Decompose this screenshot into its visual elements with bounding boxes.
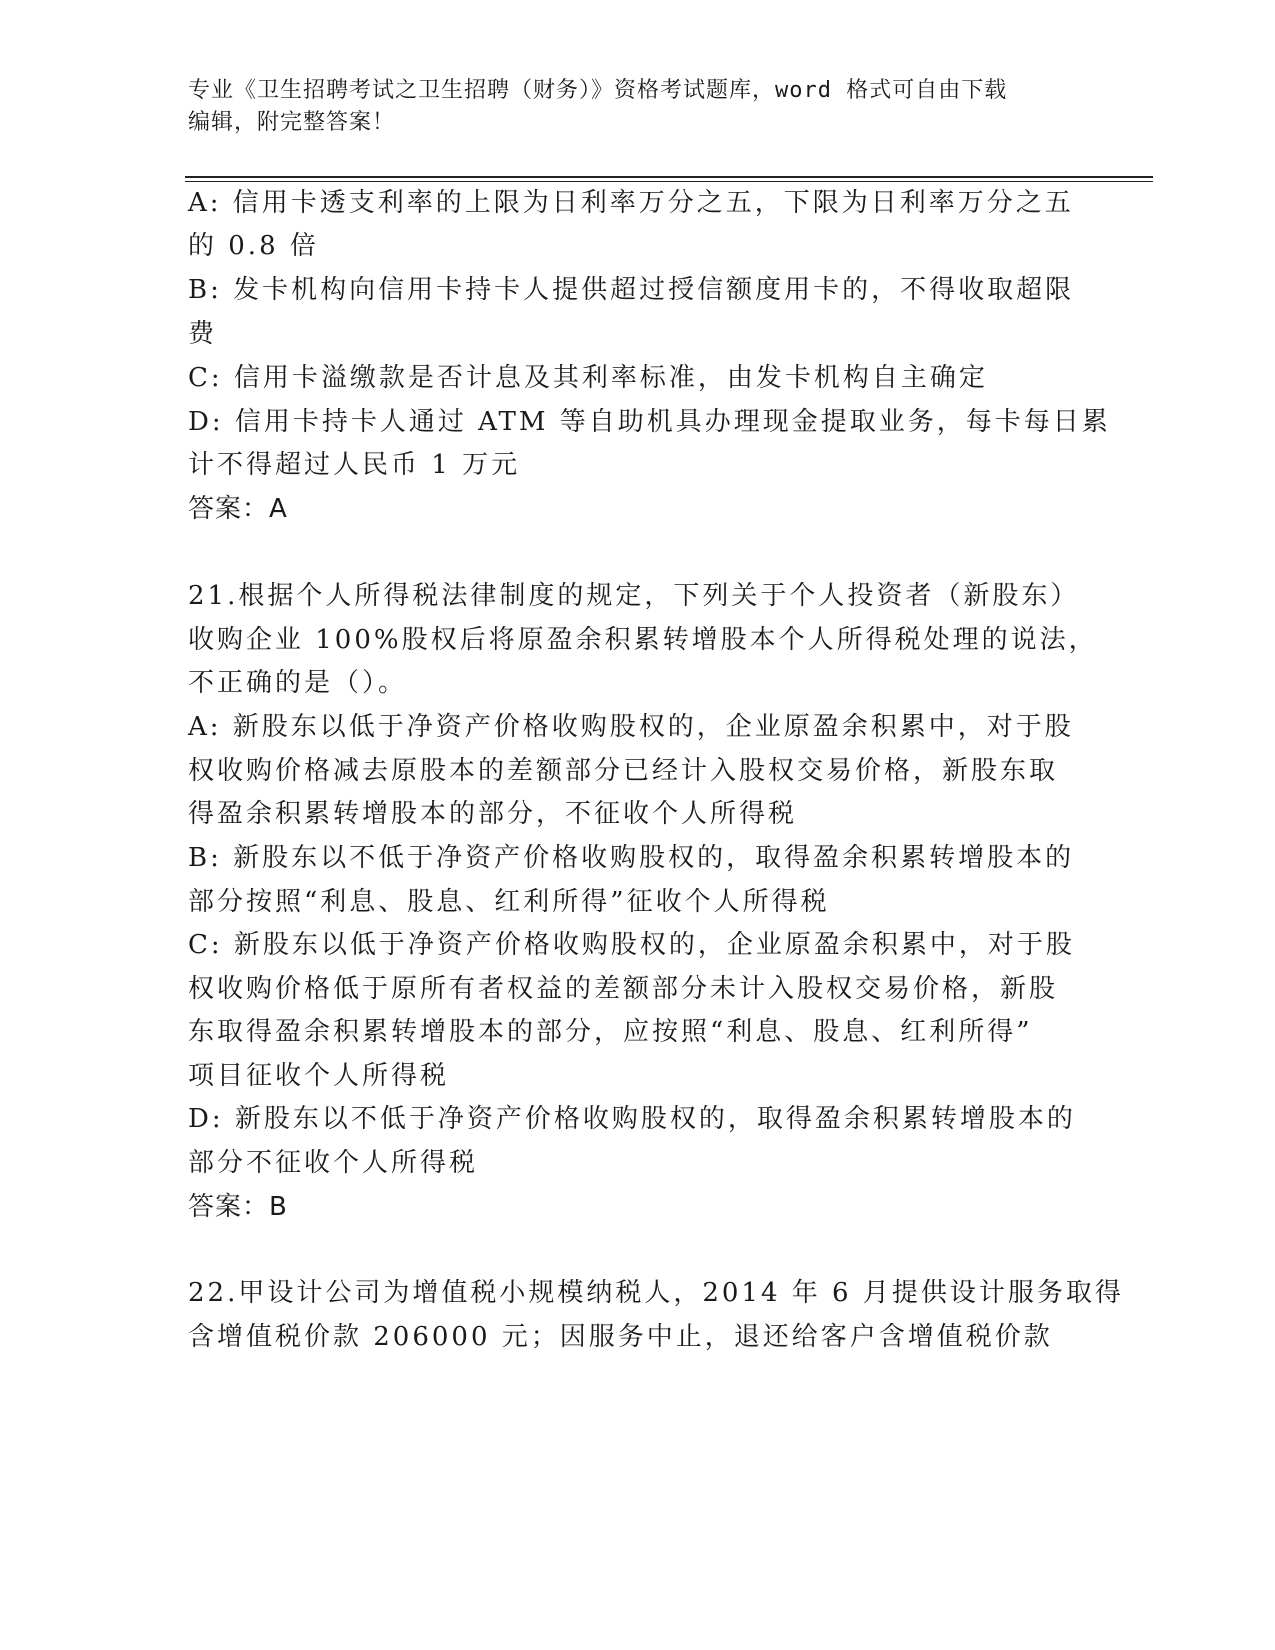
q21-option-b-line-2: 部分按照“利息、股息、红利所得”征收个人所得税 xyxy=(188,887,830,917)
q21-option-c-line-1: C: 新股东以低于净资产价格收购股权的，企业原盈余积累中，对于股 xyxy=(188,930,1075,960)
header-text-line-1: 专业《卫生招聘考试之卫生招聘（财务）》资格考试题库，word 格式可自由下载 xyxy=(188,78,1008,103)
q21-stem-line-1: 21.根据个人所得税法律制度的规定，下列关于个人投资者（新股东） xyxy=(188,581,1080,611)
q21-option-d-line-2: 部分不征收个人所得税 xyxy=(188,1148,479,1178)
q21-option-c-line-3: 东取得盈余积累转增股本的部分，应按照“利息、股息、红利所得” xyxy=(188,1017,1033,1047)
q21-option-a-line-3: 得盈余积累转增股本的部分，不征收个人所得税 xyxy=(188,799,798,829)
q20-option-a-line-1: A: 信用卡透支利率的上限为日利率万分之五，下限为日利率万分之五 xyxy=(188,188,1074,218)
q22-stem-line-1: 22.甲设计公司为增值税小规模纳税人，2014 年 6 月提供设计服务取得 xyxy=(188,1278,1124,1308)
q20-option-c-line-1: C: 信用卡溢缴款是否计息及其利率标准，由发卡机构自主确定 xyxy=(188,363,988,393)
header-text-line-2: 编辑，附完整答案！ xyxy=(188,110,396,135)
q21-option-c-line-4: 项目征收个人所得税 xyxy=(188,1061,450,1091)
q20-option-b-line-2: 费 xyxy=(188,319,218,349)
q20-option-a-line-2: 的 0.8 倍 xyxy=(188,231,319,261)
q22-stem-line-2: 含增值税价款 206000 元；因服务中止，退还给客户含增值税价款 xyxy=(188,1322,1053,1352)
header-divider-thick xyxy=(185,176,1153,178)
q21-option-a-line-1: A: 新股东以低于净资产价格收购股权的，企业原盈余积累中，对于股 xyxy=(188,712,1074,742)
q21-option-c-line-2: 权收购价格低于原所有者权益的差额部分未计入股权交易价格，新股 xyxy=(188,974,1059,1004)
q20-answer: 答案：A xyxy=(188,494,288,524)
q20-option-d-line-2: 计不得超过人民币 1 万元 xyxy=(188,450,521,480)
q21-answer: 答案：B xyxy=(188,1192,288,1222)
q21-stem-line-3: 不正确的是（）。 xyxy=(188,668,408,698)
q21-option-b-line-1: B: 新股东以不低于净资产价格收购股权的，取得盈余积累转增股本的 xyxy=(188,843,1075,873)
q21-option-d-line-1: D: 新股东以不低于净资产价格收购股权的，取得盈余积累转增股本的 xyxy=(188,1104,1076,1134)
q20-option-b-line-1: B: 发卡机构向信用卡持卡人提供超过授信额度用卡的，不得收取超限 xyxy=(188,275,1075,305)
q21-option-a-line-2: 权收购价格减去原股本的差额部分已经计入股权交易价格，新股东取 xyxy=(188,756,1059,786)
header-divider-thin xyxy=(185,181,1153,182)
q21-stem-line-2: 收购企业 100%股权后将原盈余积累转增股本个人所得税处理的说法， xyxy=(188,625,1098,655)
q20-option-d-line-1: D: 信用卡持卡人通过 ATM 等自助机具办理现金提取业务，每卡每日累 xyxy=(188,407,1111,437)
